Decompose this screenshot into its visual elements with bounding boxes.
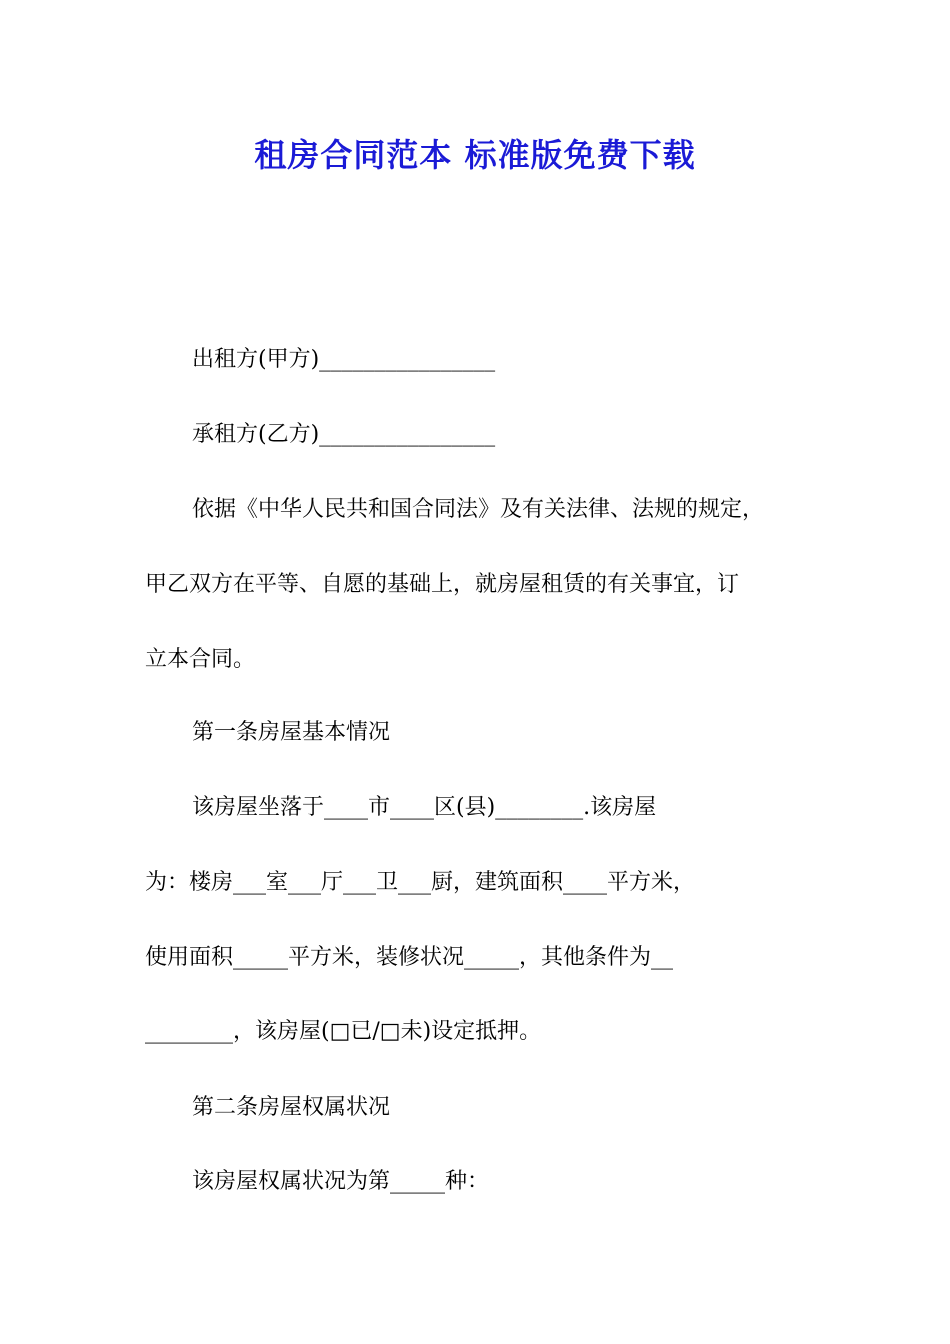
lessor-line: 出租方(甲方)________________	[192, 347, 496, 372]
article-1-line-4: ________，该房屋(□已/□未)设定抵押。	[145, 1019, 542, 1044]
article-1-heading: 第一条房屋基本情况	[192, 720, 391, 745]
article-1-line-3: 使用面积_____平方米，装修状况_____，其他条件为__	[145, 945, 674, 970]
preamble-line-2: 甲乙双方在平等、自愿的基础上，就房屋租赁的有关事宜，订	[145, 572, 740, 597]
article-1-line-2: 为：楼房___室___厅___卫___厨，建筑面积____平方米，	[145, 870, 696, 895]
preamble-line-3: 立本合同。	[145, 647, 256, 672]
article-2-heading: 第二条房屋权属状况	[192, 1095, 391, 1120]
article-1-line-1: 该房屋坐落于____市____区(县)________.该房屋	[192, 795, 657, 820]
preamble-line-1: 依据《中华人民共和国合同法》及有关法律、法规的规定，	[192, 497, 765, 522]
document-title: 租房合同范本 标准版免费下载	[254, 136, 696, 174]
lessee-line: 承租方(乙方)________________	[192, 422, 496, 447]
article-2-line-1: 该房屋权属状况为第_____种：	[192, 1169, 490, 1194]
